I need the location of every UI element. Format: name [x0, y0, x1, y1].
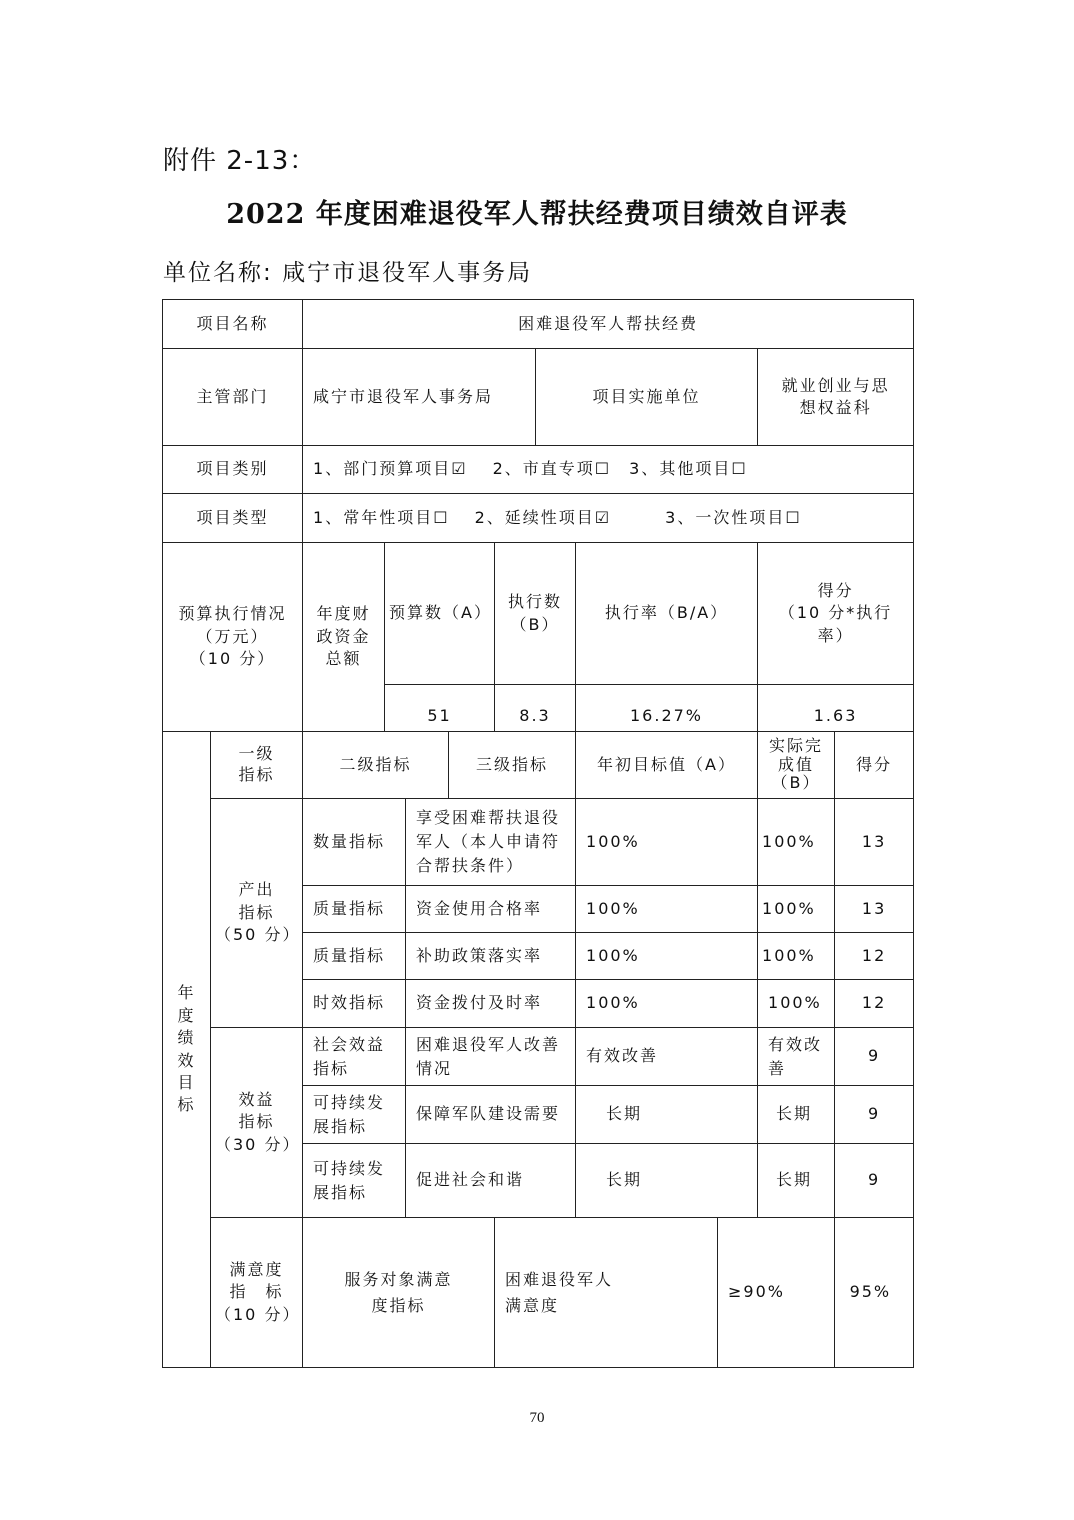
row-project-name [163, 300, 914, 349]
self-evaluation-table [162, 299, 914, 1368]
actual-header-line-2: 成值 [778, 754, 815, 774]
level2-header: 二级指标 [303, 732, 449, 799]
row-department [163, 349, 914, 446]
impl-unit-line-2: 想权益科 [799, 398, 872, 417]
actual-cell [758, 1028, 835, 1086]
level3-line: 困难退役军人改善 [416, 1034, 561, 1054]
actual-line: 善 [768, 1058, 787, 1078]
level2-cell [303, 1144, 406, 1218]
annual-goals-label [163, 732, 211, 1368]
budget-score-header [758, 543, 914, 685]
level2-cell: 质量指标 [303, 933, 406, 980]
impl-unit-label: 项目实施单位 [536, 349, 758, 446]
target-cell: 100% [576, 933, 758, 980]
row-project-type [163, 494, 914, 543]
document-title: 2022 年度困难退役军人帮扶经费项目绩效自评表 [226, 199, 848, 230]
total-funds-label [303, 543, 385, 732]
actual-cell: 长期 [758, 1144, 835, 1218]
actual-cell: 100% [758, 933, 835, 980]
budget-score-value: 1.63 [758, 685, 914, 732]
benefit-indicator-group [211, 1028, 303, 1218]
target-cell: 100% [576, 799, 758, 886]
exec-header-line-1: 执行数 [508, 592, 563, 612]
goals-char-2: 度 [177, 1005, 196, 1025]
type-label: 项目类型 [163, 494, 303, 543]
category-label: 项目类别 [163, 446, 303, 494]
satisfaction-line-3: （10 分） [215, 1304, 301, 1324]
level3-line: 军人（本人申请符 [416, 832, 561, 851]
actual-cell: 95% [835, 1218, 914, 1368]
level3-cell: 促进社会和谐 [406, 1144, 576, 1218]
budget-amount-value: 51 [385, 685, 495, 732]
actual-cell: 100% [758, 799, 835, 886]
level3-header: 三级指标 [449, 732, 576, 799]
level2-cell [303, 1086, 406, 1144]
actual-line: 有效改 [768, 1034, 823, 1054]
satisfaction-indicator-group [211, 1218, 303, 1368]
exec-amount-value: 8.3 [495, 685, 576, 732]
satisfaction-line-2: 指 标 [229, 1282, 284, 1302]
goals-char-4: 效 [177, 1050, 196, 1070]
budget-label-line-2: （万元） [196, 626, 269, 646]
score-cell: 13 [835, 886, 914, 933]
actual-cell: 100% [758, 980, 835, 1028]
level3-line: 情况 [416, 1058, 453, 1078]
budget-label-line-1: 预算执行情况 [178, 604, 287, 624]
level3-cell: 资金拨付及时率 [406, 980, 576, 1028]
total-funds-line-2: 政资金 [316, 626, 371, 646]
score-cell: 9 [835, 1144, 914, 1218]
output-indicator-group [211, 799, 303, 1028]
target-cell: 长期 [576, 1144, 758, 1218]
impl-unit-line-1: 就业创业与思 [781, 375, 890, 395]
level2-cell [303, 1218, 495, 1368]
level2-line: 指标 [313, 1058, 350, 1078]
level2-cell: 质量指标 [303, 886, 406, 933]
level2-line: 度指标 [371, 1295, 426, 1315]
level3-line: 合帮扶条件） [416, 856, 525, 875]
budget-label-line-3: （10 分） [189, 649, 276, 669]
category-value: 1、部门预算项目☑ 2、市直专项☐ 3、其他项目☐ [303, 446, 914, 494]
level1-header [211, 732, 303, 799]
row-project-category [163, 446, 914, 494]
row-budget-header [163, 543, 914, 685]
dept-label: 主管部门 [163, 349, 303, 446]
actual-cell: 长期 [758, 1086, 835, 1144]
output-line-1: 产出 [238, 880, 275, 900]
level3-line: 享受困难帮扶退役 [416, 808, 561, 827]
table-row [163, 1218, 914, 1368]
target-cell: 有效改善 [576, 1028, 758, 1086]
target-cell: ≥90% [718, 1218, 835, 1368]
actual-header-line-3: （B） [771, 773, 821, 793]
target-cell: 100% [576, 886, 758, 933]
level3-cell: 补助政策落实率 [406, 933, 576, 980]
level2-line: 可持续发 [313, 1092, 386, 1112]
project-name-label: 项目名称 [163, 300, 303, 349]
goals-char-6: 标 [177, 1095, 196, 1115]
level1-header-line-2: 指标 [238, 765, 275, 784]
level3-line: 困难退役军人 [505, 1269, 614, 1289]
total-funds-line-1: 年度财 [316, 604, 371, 624]
score-header: 得分 [835, 732, 914, 799]
output-line-3: （50 分） [215, 925, 301, 945]
score-cell: 12 [835, 980, 914, 1028]
score-cell: 13 [835, 799, 914, 886]
target-cell: 长期 [576, 1086, 758, 1144]
actual-header [758, 732, 835, 799]
level1-header-line-1: 一级 [238, 744, 275, 764]
goals-char-1: 年 [177, 983, 196, 1003]
exec-amount-header [495, 543, 576, 685]
target-cell: 100% [576, 980, 758, 1028]
total-funds-line-3: 总额 [325, 649, 362, 669]
exec-rate-value: 16.27% [576, 685, 758, 732]
row-goals-header [163, 732, 914, 799]
benefit-line-2: 指标 [238, 1112, 275, 1132]
unit-name-line [163, 254, 532, 287]
benefit-line-3: （30 分） [215, 1134, 301, 1154]
score-cell: 9 [835, 1028, 914, 1086]
unit-name: 咸宁市退役军人事务局 [282, 260, 533, 286]
unit-label: 单位名称: [163, 260, 273, 286]
benefit-line-1: 效益 [238, 1089, 275, 1109]
score-header-line-3: 率） [817, 625, 854, 645]
target-header: 年初目标值（A） [576, 732, 758, 799]
level3-cell [406, 799, 576, 886]
table-row [163, 1028, 914, 1086]
level2-cell [303, 1028, 406, 1086]
dept-value: 咸宁市退役军人事务局 [303, 349, 536, 446]
actual-header-line-1: 实际完 [769, 736, 824, 756]
goals-char-3: 绩 [177, 1028, 196, 1048]
level3-cell: 资金使用合格率 [406, 886, 576, 933]
level2-line: 社会效益 [313, 1034, 386, 1054]
level3-cell [495, 1218, 718, 1368]
budget-amount-header: 预算数（A） [385, 543, 495, 685]
actual-cell: 100% [758, 886, 835, 933]
attachment-label: 附件 2-13： [163, 146, 317, 176]
level2-cell: 数量指标 [303, 799, 406, 886]
table-row [163, 799, 914, 886]
level3-cell: 保障军队建设需要 [406, 1086, 576, 1144]
level3-cell [406, 1028, 576, 1086]
level2-line: 展指标 [313, 1182, 368, 1202]
score-cell: 12 [835, 933, 914, 980]
level2-cell: 时效指标 [303, 980, 406, 1028]
exec-header-line-2: （B） [510, 614, 560, 634]
impl-unit-value [758, 349, 914, 446]
type-value: 1、常年性项目☐ 2、延续性项目☑ 3、一次性项目☐ [303, 494, 914, 543]
goals-char-5: 目 [177, 1072, 196, 1092]
score-header-line-1: 得分 [817, 580, 854, 600]
page-number: 70 [529, 1410, 545, 1426]
level3-line: 满意度 [505, 1295, 560, 1315]
output-line-2: 指标 [238, 902, 275, 922]
score-cell: 9 [835, 1086, 914, 1144]
level2-line: 展指标 [313, 1116, 368, 1136]
exec-rate-header: 执行率（B/A） [576, 543, 758, 685]
project-name-value: 困难退役军人帮扶经费 [303, 300, 914, 349]
satisfaction-line-1: 满意度 [229, 1259, 284, 1279]
budget-label [163, 543, 303, 732]
level2-line: 服务对象满意 [344, 1269, 453, 1289]
score-header-line-2: （10 分*执行 [778, 603, 893, 623]
level2-line: 可持续发 [313, 1158, 386, 1178]
